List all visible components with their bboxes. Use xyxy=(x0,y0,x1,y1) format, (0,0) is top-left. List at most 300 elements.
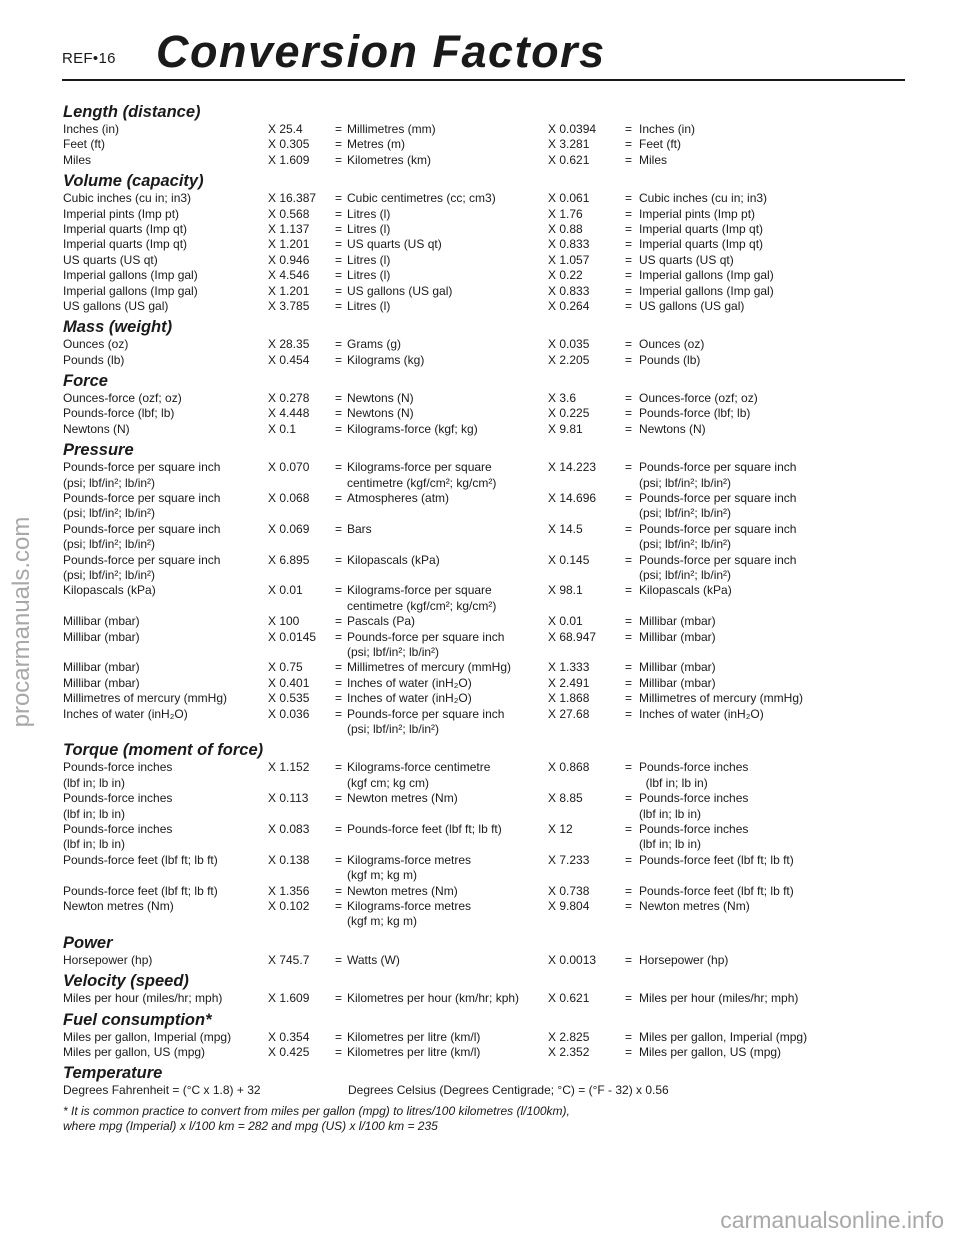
from-unit: Imperial gallons (Imp gal) xyxy=(63,283,198,298)
from-unit: Pounds-force feet (lbf ft; lb ft) xyxy=(63,852,218,867)
from-unit: Miles per hour (miles/hr; mph) xyxy=(63,991,223,1006)
to-unit: Pascals (Pa) xyxy=(347,614,416,629)
reverse-factor: X 3.6 xyxy=(548,391,577,406)
to-unit-continued: centimetre (kgf/cm²; kg/cm²) xyxy=(347,475,497,490)
to-unit: Kilograms-force metres xyxy=(347,852,472,867)
forward-factor: X 1.152 xyxy=(268,760,310,775)
equals-sign: = xyxy=(335,421,343,436)
forward-factor: X 4.546 xyxy=(268,268,310,283)
conversion-row xyxy=(63,1030,908,1045)
conversion-row xyxy=(63,222,908,237)
conversion-row xyxy=(63,822,908,853)
equals-sign: = xyxy=(625,391,633,406)
back-unit-continued: (psi; lbf/in²; lb/in²) xyxy=(639,475,732,490)
reverse-factor: X 12 xyxy=(548,821,573,836)
forward-factor: X 0.102 xyxy=(268,898,310,913)
equals-sign: = xyxy=(335,221,343,236)
conversion-row xyxy=(63,953,908,968)
to-unit: Millimetres of mercury (mmHg) xyxy=(347,660,512,675)
reverse-factor: X 9.81 xyxy=(548,421,583,436)
reverse-factor: X 14.696 xyxy=(548,491,597,506)
from-unit: Millibar (mbar) xyxy=(63,614,140,629)
back-unit: Pounds-force per square inch xyxy=(639,521,797,536)
back-unit: Inches of water (inH₂O) xyxy=(639,706,764,721)
equals-sign: = xyxy=(335,552,343,567)
fahrenheit-formula: Degrees Fahrenheit = (°C x 1.8) + 32 xyxy=(63,1083,261,1098)
from-unit: Ounces-force (ozf; oz) xyxy=(63,391,182,406)
conversion-row xyxy=(63,268,908,283)
watermark-bottom: carmanualsonline.info xyxy=(720,1207,944,1233)
back-unit: Pounds-force inches xyxy=(639,791,749,806)
to-unit: Pounds-force per square inch xyxy=(347,706,505,721)
to-unit-continued: (kgf m; kg m) xyxy=(347,868,418,883)
reverse-factor: X 2.825 xyxy=(548,1029,590,1044)
forward-factor: X 1.609 xyxy=(268,152,310,167)
header-rule xyxy=(62,79,905,81)
forward-factor: X 0.454 xyxy=(268,352,310,367)
forward-factor: X 25.4 xyxy=(268,122,303,136)
equals-sign: = xyxy=(335,991,343,1006)
back-unit: Pounds-force (lbf; lb) xyxy=(639,406,751,421)
equals-sign: = xyxy=(335,883,343,898)
conversion-row xyxy=(63,1045,908,1060)
from-unit: Pounds-force inches xyxy=(63,821,173,836)
to-unit-continued: centimetre (kgf/cm²; kg/cm²) xyxy=(347,598,497,613)
equals-sign: = xyxy=(625,298,633,313)
conversion-row xyxy=(63,991,908,1006)
to-unit: Kilometres per hour (km/hr; kph) xyxy=(347,991,520,1006)
conversion-row xyxy=(63,676,908,691)
page-header xyxy=(62,22,905,80)
from-unit: Cubic inches (cu in; in3) xyxy=(63,191,192,206)
back-unit: Imperial gallons (Imp gal) xyxy=(639,283,774,298)
forward-factor: X 28.35 xyxy=(268,337,310,352)
equals-sign: = xyxy=(335,898,343,913)
back-unit: Millibar (mbar) xyxy=(639,675,716,690)
forward-factor: X 0.113 xyxy=(268,791,309,806)
equals-sign: = xyxy=(335,660,343,675)
from-unit: Imperial quarts (Imp qt) xyxy=(63,237,188,252)
to-unit: US quarts (US qt) xyxy=(347,237,442,252)
conversion-row xyxy=(63,460,908,491)
page-title: Conversion Factors xyxy=(156,26,606,77)
from-unit: Pounds-force feet (lbf ft; lb ft) xyxy=(63,883,218,898)
back-unit: Ounces-force (ozf; oz) xyxy=(639,391,758,406)
reverse-factor: X 1.333 xyxy=(548,660,590,675)
equals-sign: = xyxy=(625,898,633,913)
conversion-row xyxy=(63,299,908,314)
to-unit-continued: (kgf m; kg m) xyxy=(347,914,418,929)
equals-sign: = xyxy=(335,491,343,506)
forward-factor: X 0.0145 xyxy=(268,629,317,644)
reverse-factor: X 2.205 xyxy=(548,352,590,367)
to-unit: Kilometres (km) xyxy=(347,152,432,167)
reverse-factor: X 0.738 xyxy=(548,883,590,898)
equals-sign: = xyxy=(335,122,343,136)
watermark-left: procarmanuals.com xyxy=(8,516,35,728)
back-unit: Pounds-force feet (lbf ft; lb ft) xyxy=(639,883,794,898)
back-unit: Millibar (mbar) xyxy=(639,629,716,644)
from-unit: Pounds-force (lbf; lb) xyxy=(63,406,175,421)
forward-factor: X 1.201 xyxy=(268,283,310,298)
back-unit: US quarts (US qt) xyxy=(639,252,734,267)
back-unit: Pounds-force feet (lbf ft; lb ft) xyxy=(639,852,794,867)
equals-sign: = xyxy=(625,691,633,706)
back-unit: US gallons (US gal) xyxy=(639,298,745,313)
conversion-table xyxy=(63,99,908,1133)
forward-factor: X 0.946 xyxy=(268,252,310,267)
section-title: Length (distance) xyxy=(63,103,201,121)
from-unit: Pounds-force per square inch xyxy=(63,552,221,567)
reverse-factor: X 1.057 xyxy=(548,252,590,267)
forward-factor: X 1.609 xyxy=(268,991,310,1006)
forward-factor: X 6.895 xyxy=(268,552,310,567)
to-unit: Bars xyxy=(347,521,372,536)
to-unit: Litres (l) xyxy=(347,268,391,283)
equals-sign: = xyxy=(625,660,633,675)
conversion-row xyxy=(63,522,908,553)
from-unit-continued: (psi; lbf/in²; lb/in²) xyxy=(63,537,156,552)
equals-sign: = xyxy=(335,583,343,598)
equals-sign: = xyxy=(335,391,343,406)
from-unit: Miles per gallon, US (mpg) xyxy=(63,1044,206,1059)
equals-sign: = xyxy=(625,237,633,252)
equals-sign: = xyxy=(625,352,633,367)
conversion-row xyxy=(63,391,908,406)
section-mass xyxy=(63,317,908,368)
reverse-factor: X 0.145 xyxy=(548,552,590,567)
to-unit: Litres (l) xyxy=(347,206,391,221)
reverse-factor: X 0.264 xyxy=(548,298,590,313)
forward-factor: X 0.354 xyxy=(268,1029,310,1044)
to-unit: Grams (g) xyxy=(347,337,401,352)
equals-sign: = xyxy=(625,706,633,721)
back-unit: Newton metres (Nm) xyxy=(639,898,750,913)
back-unit: Pounds-force per square inch xyxy=(639,491,797,506)
equals-sign: = xyxy=(335,283,343,298)
conversion-row xyxy=(63,853,908,884)
forward-factor: X 0.568 xyxy=(268,206,310,221)
equals-sign: = xyxy=(625,252,633,267)
forward-factor: X 4.448 xyxy=(268,406,310,421)
to-unit: Litres (l) xyxy=(347,221,391,236)
section-length xyxy=(63,102,908,168)
equals-sign: = xyxy=(335,952,343,967)
conversion-row xyxy=(63,284,908,299)
section-title: Pressure xyxy=(63,441,134,460)
equals-sign: = xyxy=(625,491,633,506)
equals-sign: = xyxy=(335,675,343,690)
equals-sign: = xyxy=(625,152,633,167)
section-fuel xyxy=(63,1010,908,1061)
forward-factor: X 1.137 xyxy=(268,221,310,236)
conversion-row xyxy=(63,614,908,629)
to-unit: Watts (W) xyxy=(347,952,400,967)
reverse-factor: X 1.76 xyxy=(548,206,583,221)
equals-sign: = xyxy=(335,268,343,283)
conversion-row xyxy=(63,353,908,368)
footnote-line: where mpg (Imperial) x l/100 km = 282 and mpg (US) x l/100 km = 235 xyxy=(63,1118,438,1133)
conversion-row xyxy=(63,660,908,675)
to-unit: Newtons (N) xyxy=(347,406,414,421)
reverse-factor: X 98.1 xyxy=(548,583,583,598)
back-unit: Feet (ft) xyxy=(639,137,682,152)
back-unit: Miles per hour (miles/hr; mph) xyxy=(639,991,799,1006)
forward-factor: X 0.305 xyxy=(268,137,310,152)
back-unit: Cubic inches (cu in; in3) xyxy=(639,191,768,206)
equals-sign: = xyxy=(335,237,343,252)
from-unit: Pounds-force per square inch xyxy=(63,460,221,475)
from-unit: Kilopascals (kPa) xyxy=(63,583,156,598)
from-unit: Inches of water (inH₂O) xyxy=(63,706,188,721)
equals-sign: = xyxy=(625,283,633,298)
reverse-factor: X 0.22 xyxy=(548,268,583,283)
back-unit: Miles xyxy=(639,152,668,167)
equals-sign: = xyxy=(625,268,633,283)
from-unit: US quarts (US qt) xyxy=(63,252,158,267)
equals-sign: = xyxy=(335,460,343,475)
equals-sign: = xyxy=(625,460,633,475)
to-unit: Kilograms-force per square xyxy=(347,460,492,475)
reverse-factor: X 0.868 xyxy=(548,760,590,775)
section-title: Force xyxy=(63,372,108,391)
to-unit: US gallons (US gal) xyxy=(347,283,453,298)
to-unit: Cubic centimetres (cc; cm3) xyxy=(347,191,496,206)
reverse-factor: X 14.223 xyxy=(548,460,597,475)
from-unit: Miles per gallon, Imperial (mpg) xyxy=(63,1029,232,1044)
back-unit: Pounds-force inches xyxy=(639,821,749,836)
forward-factor: X 0.036 xyxy=(268,706,310,721)
temperature-row xyxy=(63,1083,908,1099)
forward-factor: X 745.7 xyxy=(268,952,310,967)
equals-sign: = xyxy=(625,406,633,421)
section-title: Mass (weight) xyxy=(63,318,173,337)
conversion-row xyxy=(63,899,908,930)
reverse-factor: X 7.233 xyxy=(548,852,590,867)
conversion-row xyxy=(63,553,908,584)
to-unit: Atmospheres (atm) xyxy=(347,491,450,506)
page-reference: REF•16 xyxy=(62,50,116,67)
equals-sign: = xyxy=(625,137,633,152)
reverse-factor: X 9.804 xyxy=(548,898,590,913)
from-unit: Pounds-force per square inch xyxy=(63,521,221,536)
back-unit-continued: (psi; lbf/in²; lb/in²) xyxy=(639,568,732,583)
forward-factor: X 0.1 xyxy=(268,421,297,436)
reverse-factor: X 2.352 xyxy=(548,1044,590,1059)
equals-sign: = xyxy=(625,583,633,598)
to-unit: Newton metres (Nm) xyxy=(347,791,458,806)
forward-factor: X 3.785 xyxy=(268,298,310,313)
forward-factor: X 0.083 xyxy=(268,821,310,836)
conversion-row xyxy=(63,760,908,791)
forward-factor: X 16.387 xyxy=(268,191,317,206)
to-unit-continued: (kgf cm; kg cm) xyxy=(347,775,430,790)
back-unit: Inches (in) xyxy=(639,122,696,136)
equals-sign: = xyxy=(335,1029,343,1044)
equals-sign: = xyxy=(335,252,343,267)
to-unit: Kilograms (kg) xyxy=(347,352,425,367)
back-unit: Imperial quarts (Imp qt) xyxy=(639,237,764,252)
back-unit: Imperial pints (Imp pt) xyxy=(639,206,756,221)
conversion-row xyxy=(63,237,908,252)
back-unit: Kilopascals (kPa) xyxy=(639,583,732,598)
from-unit-continued: (psi; lbf/in²; lb/in²) xyxy=(63,506,156,521)
conversion-row xyxy=(63,691,908,706)
conversion-row xyxy=(63,207,908,222)
from-unit: Imperial gallons (Imp gal) xyxy=(63,268,198,283)
forward-factor: X 0.425 xyxy=(268,1044,310,1059)
from-unit: Imperial quarts (Imp qt) xyxy=(63,221,188,236)
from-unit: Millibar (mbar) xyxy=(63,660,140,675)
section-title: Velocity (speed) xyxy=(63,972,189,991)
conversion-row xyxy=(63,583,908,614)
forward-factor: X 1.201 xyxy=(268,237,310,252)
to-unit-continued: (psi; lbf/in²; lb/in²) xyxy=(347,721,440,736)
section-title: Temperature xyxy=(63,1064,163,1083)
reverse-factor: X 0.035 xyxy=(548,337,590,352)
equals-sign: = xyxy=(335,206,343,221)
forward-factor: X 0.75 xyxy=(268,660,303,675)
back-unit: Miles per gallon, US (mpg) xyxy=(639,1044,782,1059)
conversion-row xyxy=(63,153,908,168)
equals-sign: = xyxy=(625,552,633,567)
forward-factor: X 0.278 xyxy=(268,391,310,406)
to-unit: Kilopascals (kPa) xyxy=(347,552,440,567)
from-unit-continued: (psi; lbf/in²; lb/in²) xyxy=(63,475,156,490)
back-unit-continued: (lbf in; lb in) xyxy=(639,806,702,821)
conversion-row xyxy=(63,122,908,137)
reverse-factor: X 68.947 xyxy=(548,629,597,644)
to-unit: Kilograms-force (kgf; kg) xyxy=(347,421,478,436)
equals-sign: = xyxy=(335,337,343,352)
from-unit: Feet (ft) xyxy=(63,137,106,152)
from-unit: Inches (in) xyxy=(63,122,120,136)
equals-sign: = xyxy=(335,191,343,206)
equals-sign: = xyxy=(335,614,343,629)
section-title: Power xyxy=(63,933,113,952)
conversion-row xyxy=(63,707,908,738)
back-unit: Millibar (mbar) xyxy=(639,660,716,675)
footnote xyxy=(63,1104,908,1133)
equals-sign: = xyxy=(625,191,633,206)
equals-sign: = xyxy=(335,629,343,644)
from-unit: Pounds (lb) xyxy=(63,352,125,367)
conversion-row xyxy=(63,406,908,421)
from-unit-continued: (lbf in; lb in) xyxy=(63,775,126,790)
back-unit: Pounds-force inches xyxy=(639,760,749,775)
equals-sign: = xyxy=(335,852,343,867)
equals-sign: = xyxy=(625,337,633,352)
section-power xyxy=(63,933,908,968)
equals-sign: = xyxy=(625,760,633,775)
from-unit-continued: (lbf in; lb in) xyxy=(63,837,126,852)
celsius-formula: Degrees Celsius (Degrees Centigrade; °C) = (°F - 32) x 0.56 xyxy=(348,1083,669,1098)
equals-sign: = xyxy=(625,614,633,629)
equals-sign: = xyxy=(335,152,343,167)
back-unit-continued: (psi; lbf/in²; lb/in²) xyxy=(639,537,732,552)
from-unit: US gallons (US gal) xyxy=(63,298,169,313)
from-unit: Pounds-force inches xyxy=(63,791,173,806)
to-unit: Kilometres per litre (km/l) xyxy=(347,1044,481,1059)
conversion-row xyxy=(63,791,908,822)
reverse-factor: X 27.68 xyxy=(548,706,590,721)
equals-sign: = xyxy=(625,852,633,867)
from-unit: Horsepower (hp) xyxy=(63,952,153,967)
reverse-factor: X 0.225 xyxy=(548,406,590,421)
reverse-factor: X 0.0013 xyxy=(548,952,597,967)
equals-sign: = xyxy=(625,629,633,644)
conversion-row xyxy=(63,337,908,352)
section-volume xyxy=(63,171,908,314)
equals-sign: = xyxy=(625,1044,633,1059)
equals-sign: = xyxy=(335,821,343,836)
to-unit: Metres (m) xyxy=(347,137,405,152)
from-unit: Miles xyxy=(63,152,92,167)
back-unit: Millimetres of mercury (mmHg) xyxy=(639,691,804,706)
to-unit: Inches of water (inH₂O) xyxy=(347,691,472,706)
conversion-row xyxy=(63,422,908,437)
equals-sign: = xyxy=(625,221,633,236)
equals-sign: = xyxy=(625,206,633,221)
section-force xyxy=(63,371,908,437)
equals-sign: = xyxy=(625,1029,633,1044)
equals-sign: = xyxy=(625,883,633,898)
forward-factor: X 0.535 xyxy=(268,691,310,706)
conversion-row xyxy=(63,253,908,268)
to-unit: Kilograms-force per square xyxy=(347,583,492,598)
from-unit: Millimetres of mercury (mmHg) xyxy=(63,691,228,706)
reverse-factor: X 0.88 xyxy=(548,221,583,236)
equals-sign: = xyxy=(625,991,633,1006)
reverse-factor: X 14.5 xyxy=(548,521,583,536)
from-unit: Newton metres (Nm) xyxy=(63,898,174,913)
conversion-row xyxy=(63,191,908,206)
forward-factor: X 0.138 xyxy=(268,852,310,867)
forward-factor: X 100 xyxy=(268,614,300,629)
reverse-factor: X 3.281 xyxy=(548,137,590,152)
equals-sign: = xyxy=(335,521,343,536)
conversion-row xyxy=(63,630,908,661)
footnote-line: * It is common practice to convert from miles per gallon (mpg) to litres/100 kilometres (l/100km), xyxy=(63,1104,570,1119)
back-unit-continued: (lbf in; lb in) xyxy=(639,837,702,852)
back-unit: Imperial gallons (Imp gal) xyxy=(639,268,774,283)
equals-sign: = xyxy=(625,675,633,690)
equals-sign: = xyxy=(625,421,633,436)
section-title: Torque (moment of force) xyxy=(63,741,264,760)
to-unit: Millimetres (mm) xyxy=(347,122,436,136)
from-unit: Pounds-force per square inch xyxy=(63,491,221,506)
section-temperature xyxy=(63,1063,908,1099)
equals-sign: = xyxy=(335,406,343,421)
to-unit: Litres (l) xyxy=(347,298,391,313)
reverse-factor: X 2.491 xyxy=(548,675,590,690)
section-torque xyxy=(63,740,908,929)
back-unit: Pounds (lb) xyxy=(639,352,701,367)
section-pressure xyxy=(63,440,908,737)
reverse-factor: X 0.0394 xyxy=(548,122,597,136)
back-unit: Ounces (oz) xyxy=(639,337,705,352)
section-title: Volume (capacity) xyxy=(63,172,204,191)
forward-factor: X 0.068 xyxy=(268,491,310,506)
to-unit: Kilometres per litre (km/l) xyxy=(347,1029,481,1044)
equals-sign: = xyxy=(625,122,633,136)
reverse-factor: X 0.061 xyxy=(548,191,590,206)
conversion-row xyxy=(63,137,908,152)
back-unit: Pounds-force per square inch xyxy=(639,460,797,475)
forward-factor: X 0.069 xyxy=(268,521,310,536)
reverse-factor: X 8.85 xyxy=(548,791,583,806)
forward-factor: X 1.356 xyxy=(268,883,310,898)
